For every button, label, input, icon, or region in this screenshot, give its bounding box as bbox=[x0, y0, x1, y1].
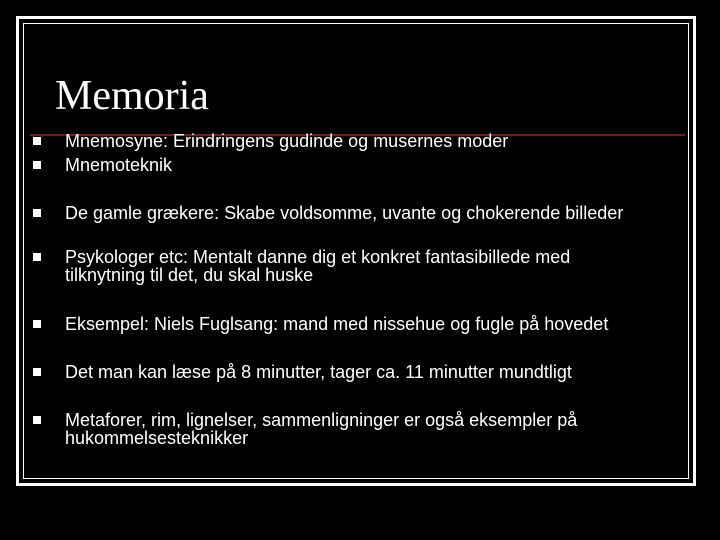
square-bullet-icon bbox=[33, 161, 41, 169]
bullet-text: Mnemoteknik bbox=[65, 155, 173, 175]
bullet-text: De gamle grækere: Skabe voldsomme, uvante og chokerende billeder bbox=[65, 203, 624, 223]
bullet-text: Det man kan læse på 8 minutter, tager ca. 11 minutter mundtligt bbox=[65, 362, 572, 382]
bullet-text: Metaforer, rim, lignelser, sammenligninger er også eksempler på hukommelsesteknikker bbox=[65, 410, 578, 448]
square-bullet-icon bbox=[33, 416, 41, 424]
square-bullet-icon bbox=[33, 209, 41, 217]
bullet-text: Mnemosyne: Erindringens gudinde og musernes moder bbox=[65, 131, 509, 151]
slide-title: Memoria bbox=[55, 73, 209, 119]
bullet-text: Eksempel: Niels Fuglsang: mand med nissehue og fugle på hovedet bbox=[65, 314, 609, 334]
square-bullet-icon bbox=[33, 253, 41, 261]
square-bullet-icon bbox=[33, 368, 41, 376]
square-bullet-icon bbox=[33, 137, 41, 145]
square-bullet-icon bbox=[33, 320, 41, 328]
bullet-text: Psykologer etc: Mentalt danne dig et konkret fantasibillede med tilknytning til det, du skal huske bbox=[65, 247, 571, 285]
